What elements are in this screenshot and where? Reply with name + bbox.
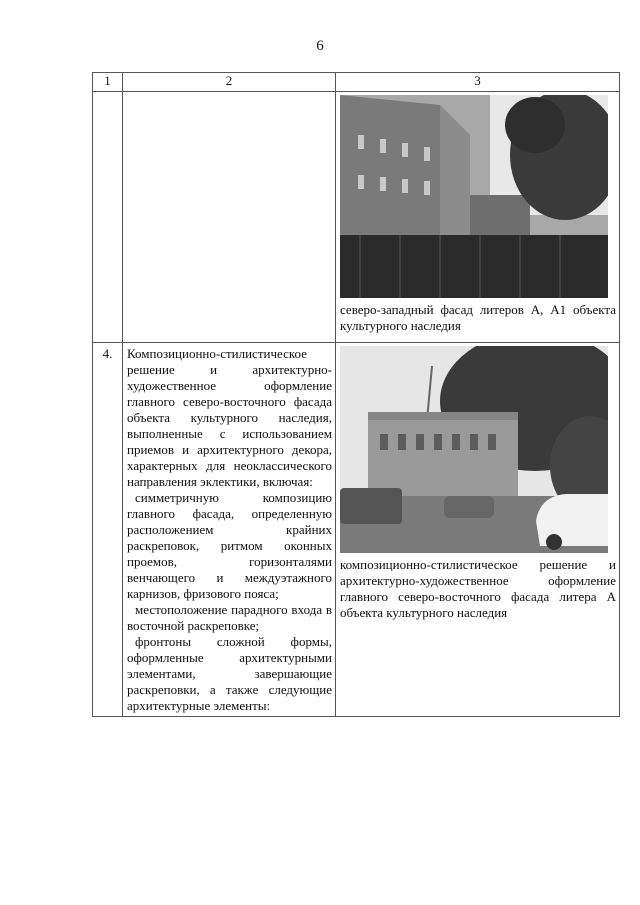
photo-cell xyxy=(336,92,620,343)
list-item: фронтоны сложной формы, оформленные архитектурными элементами, завершающие раскреповки, а также следующие архитектурные элементы: xyxy=(127,634,332,713)
north-east-facade-photo xyxy=(340,346,608,553)
description-cell-empty xyxy=(123,92,336,343)
photo-cell xyxy=(336,343,620,717)
column-header-1: 1 xyxy=(93,73,123,92)
photo-caption-north-west: северо-западный фасад литеров А, А1 объекта культурного наследия xyxy=(340,302,616,333)
photo-caption-north-east: композиционно-стилистическое решение и архитектурно-художественное оформление главного северо-восточного фасада литера А объекта культурного наследия xyxy=(340,557,616,620)
north-west-facade-photo xyxy=(340,95,608,298)
description-cell xyxy=(123,343,336,717)
table-row-continuation xyxy=(93,92,620,343)
heritage-elements-table xyxy=(92,72,620,717)
description-intro: Композиционно-стилистическое решение и архитектурно-художественное оформление главного северо-восточного фасада объекта культурного наследия, выполненные с использованием приемов и архитектурного декора, характерных для неоклассического направления эклектики, включая: xyxy=(127,346,332,489)
column-header-2: 2 xyxy=(123,73,336,92)
row-number: 4. xyxy=(93,343,123,717)
page-number: 6 xyxy=(316,38,324,54)
table-row-4 xyxy=(93,343,620,717)
table-header-row xyxy=(93,73,620,92)
list-item: симметричную композицию главного фасада, определенную расположением крайних раскреповок, ритмом оконных проемов, горизонталями венчающего и междуэтажного карнизов, фризового пояса; xyxy=(127,490,332,601)
list-item: местоположение парадного входа в восточной раскреповке; xyxy=(127,602,332,633)
column-header-3: 3 xyxy=(336,73,620,92)
row-number-cell-empty xyxy=(93,92,123,343)
